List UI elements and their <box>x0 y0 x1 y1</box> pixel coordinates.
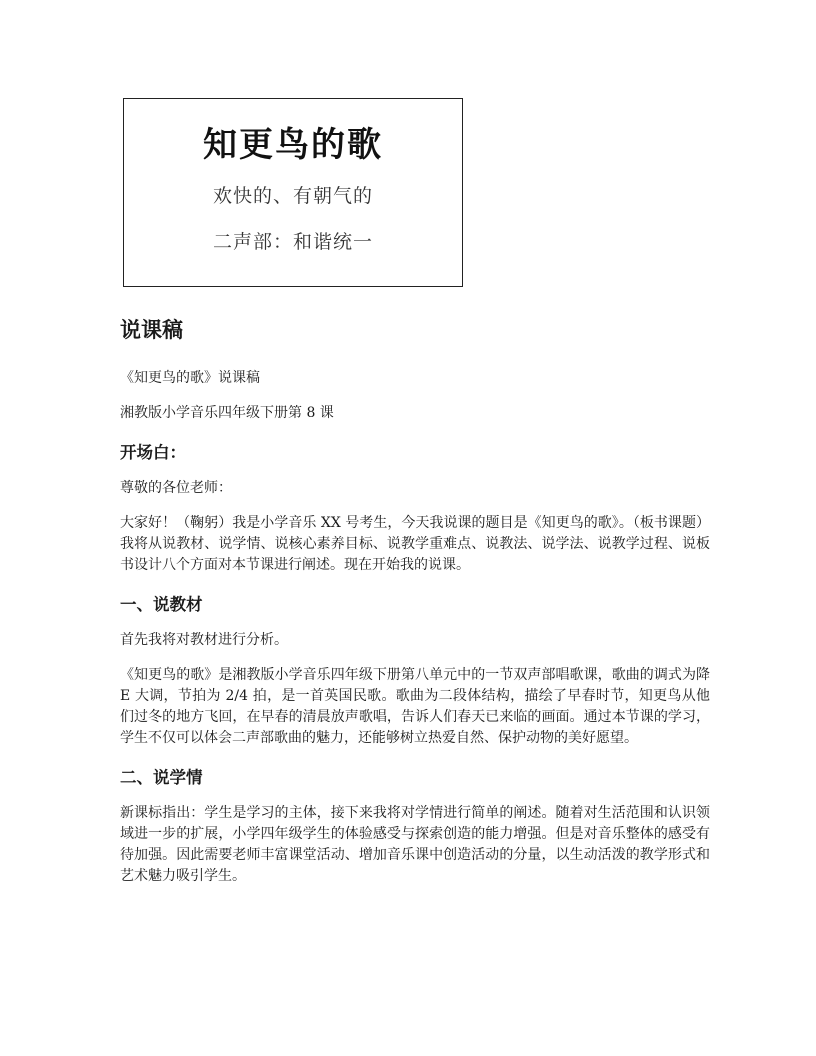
section-1-heading: 一、说教材 <box>120 595 203 614</box>
document-body <box>120 314 710 899</box>
section-1-body: 《知更鸟的歌》是湘教版小学音乐四年级下册第八单元中的一节双声部唱歌课，歌曲的调式为降 E 大调，节拍为 2/4 拍，是一首英国民歌。歌曲为二段体结构，描绘了早春时节，知更鸟从他们过冬的地方飞回，在早春的清晨放声歌唱，告诉人们春天已来临的画面。通过本节课的学习，学生不仅可以体会二声部歌曲的魅力，还能够树立热爱自然、保护动物的美好愿望。 <box>120 667 710 746</box>
document-title-line: 《知更鸟的歌》说课稿 <box>120 370 260 386</box>
cover-subtitle-mood: 欢快的、有朝气的 <box>212 185 373 207</box>
cover-title-box <box>123 98 463 287</box>
cover-subtitle-voices: 二声部：和谐统一 <box>212 231 373 253</box>
opening-greeting: 尊敬的各位老师： <box>120 480 232 496</box>
document-heading: 说课稿 <box>120 318 183 342</box>
opening-body: 大家好！（鞠躬）我是小学音乐 XX 号考生，今天我说课的题目是《知更鸟的歌》。（板书课题）我将从说教材、说学情、说核心素养目标、说教学重难点、说教法、说学法、说教学过程、说板书设计八个方面对本节课进行阐述。现在开始我的说课。 <box>120 515 710 573</box>
opening-heading: 开场白： <box>120 443 186 462</box>
cover-title: 知更鸟的歌 <box>203 125 383 165</box>
document-course-line: 湘教版小学音乐四年级下册第 8 课 <box>120 405 334 421</box>
section-1-intro: 首先我将对教材进行分析。 <box>120 632 288 648</box>
section-2-body: 新课标指出：学生是学习的主体，接下来我将对学情进行简单的阐述。随着对生活范围和认识领域进一步的扩展，小学四年级学生的体验感受与探索创造的能力增强。但是对音乐整体的感受有待加强。因此需要老师丰富课堂活动、增加音乐课中创造活动的分量，以生动活泼的教学形式和艺术魅力吸引学生。 <box>120 805 710 884</box>
section-2-heading: 二、说学情 <box>120 768 203 787</box>
